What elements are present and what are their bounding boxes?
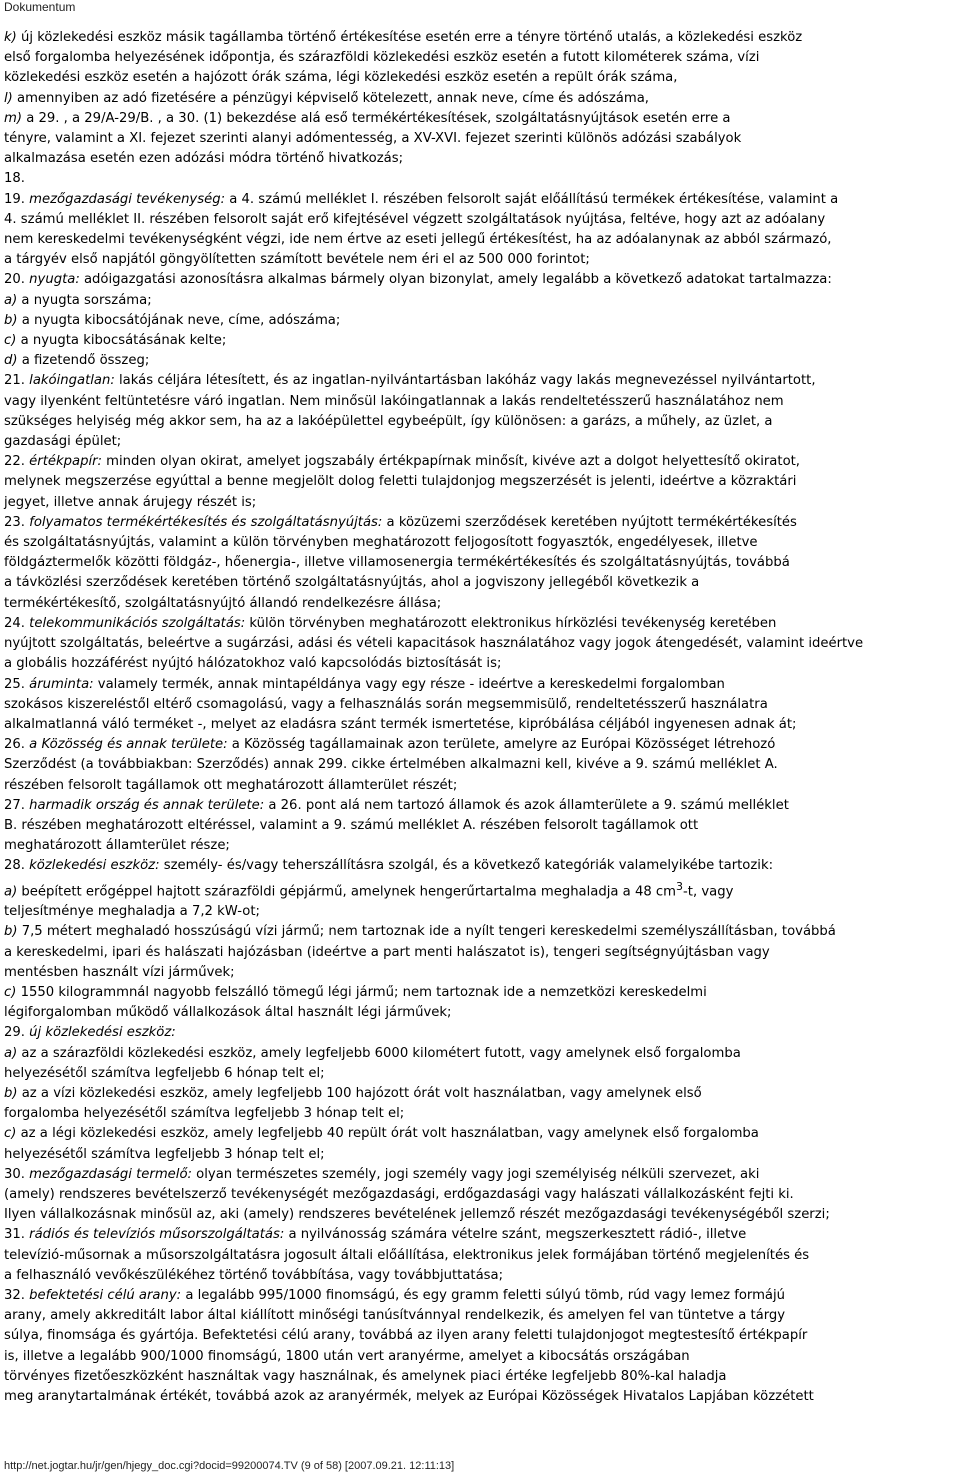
- text-line: [4, 331, 954, 351]
- text-run: a nyugta sorszáma;: [17, 292, 152, 308]
- text-line: [4, 1225, 954, 1245]
- text-run: a nyugta kibocsátásának kelte;: [16, 333, 227, 349]
- text-run: 21.: [4, 373, 30, 389]
- italic-term: új közlekedési eszköz:: [29, 1025, 176, 1041]
- text-run: beépített erőgéppel hajtott szárazföldi gépjármű, amelynek hengerűrtartalma meghaladja a 48 cm: [17, 883, 677, 899]
- text-line: [4, 149, 954, 169]
- text-run: 31.: [4, 1227, 30, 1243]
- text-run: helyezésétől számítva legfeljebb 6 hónap telt el;: [4, 1065, 325, 1081]
- text-run: a felhasználó vevőkészülékéhez történő továbbítása, vagy továbbjuttatása;: [4, 1267, 504, 1283]
- text-run: részében felsorolt tagállamok ott meghatározott államterület részét;: [4, 777, 458, 793]
- text-line: [4, 1367, 954, 1387]
- italic-term: harmadik ország és annak területe:: [29, 797, 265, 813]
- text-line: [4, 983, 954, 1003]
- italic-term: m): [4, 110, 22, 126]
- text-line: [4, 796, 954, 816]
- text-run: szokásos kiszereléstől eltérő csomagolású, vagy a felhasználás során megsemmisülő, rendeltetésszerű használatra: [4, 696, 768, 712]
- text-run: 7,5 métert meghaladó hosszúságú vízi jármű; nem tartoznak ide a nyílt tengeri kereskedelmi személyszállításban, továbbá: [17, 924, 836, 940]
- text-run: a legalább 995/1000 finomságú, és egy gramm feletti súlyú tömb, rúd vagy lemez formájú: [181, 1287, 786, 1303]
- italic-term: közlekedési eszköz:: [29, 858, 160, 874]
- text-line: [4, 392, 954, 412]
- document-title: Dokumentum: [4, 0, 76, 14]
- italic-term: l): [4, 90, 13, 106]
- text-run: gazdasági épület;: [4, 434, 122, 450]
- text-run: a tárgyév első napjától göngyölítetten számított bevétele nem éri el az 500 000 forintot;: [4, 252, 590, 268]
- text-run: forgalomba helyezésétől számítva legfeljebb 3 hónap telt el;: [4, 1106, 405, 1122]
- italic-term: folyamatos termékértékesítés és szolgáltatásnyújtás:: [29, 514, 383, 530]
- text-line: [4, 877, 954, 903]
- text-run: jegyet, illetve annak árujegy részét is;: [4, 494, 257, 510]
- text-run: 28.: [4, 858, 30, 874]
- italic-term: c): [4, 333, 17, 349]
- text-line: [4, 634, 954, 654]
- text-line: [4, 963, 954, 983]
- text-run: első forgalomba helyezésének időpontja, és szárazföldi közlekedési eszköz esetén a futott kilométerek száma, vízi: [4, 50, 760, 66]
- text-line: [4, 1124, 954, 1144]
- italic-term: b): [4, 312, 18, 328]
- text-line: [4, 553, 954, 573]
- text-run: (amely) rendszeres bevételszerző tevékenységét mezőgazdasági, erdőgazdasági vagy halászati vállalkozásként fejti ki.: [4, 1186, 794, 1202]
- text-line: [4, 654, 954, 674]
- text-line: [4, 109, 954, 129]
- italic-term: b): [4, 1085, 18, 1101]
- text-run: is, illetve a legalább 900/1000 finomságú, 1800 után vert aranyérme, amelyet a kibocsátás országában: [4, 1348, 690, 1364]
- text-run: törvényes fizetőeszközként használtak vagy használnak, és amelynek piaci értéke legfeljebb 80%-kal haladja: [4, 1368, 727, 1384]
- italic-term: rádiós és televíziós műsorszolgáltatás:: [29, 1227, 285, 1243]
- text-run: a 4. számú melléklet I. részében felsorolt saját előállítású termékek értékesítése, valamint a: [225, 191, 839, 207]
- italic-term: a Közösség és annak területe:: [29, 737, 228, 753]
- text-line: [4, 533, 954, 553]
- text-run: -t, vagy: [683, 883, 734, 899]
- text-line: [4, 371, 954, 391]
- text-run: légiforgalomban működő vállalkozások által használt légi járművek;: [4, 1005, 452, 1021]
- text-line: [4, 432, 954, 452]
- text-line: [4, 311, 954, 331]
- text-line: [4, 351, 954, 371]
- text-run: és szolgáltatásnyújtás, valamint a külön törvényben meghatározott feljogosított fogyasztók, engedélyesek, illetve: [4, 535, 758, 551]
- document-body: [4, 28, 954, 1407]
- text-run: teljesítménye meghaladja a 7,2 kW-ot;: [4, 904, 260, 920]
- text-run: B. részében meghatározott eltéréssel, valamint a 9. számú melléklet A. részében felsorolt tagállamok ott: [4, 817, 699, 833]
- text-run: 26.: [4, 737, 30, 753]
- text-run: 24.: [4, 615, 30, 631]
- text-run: 30.: [4, 1166, 30, 1182]
- italic-term: befektetési célú arany:: [29, 1287, 182, 1303]
- text-line: [4, 1387, 954, 1407]
- text-line: [4, 1347, 954, 1367]
- text-run: 29.: [4, 1025, 30, 1041]
- text-run: 4. számú melléklet II. részében felsorolt saját erő kifejtésével végzett szolgáltatások nyújtása, feltéve, hogy azt az adóalany: [4, 211, 826, 227]
- italic-term: a): [4, 883, 18, 899]
- text-line: [4, 1064, 954, 1084]
- text-line: [4, 816, 954, 836]
- text-run: a 29. , a 29/A-29/B. , a 30. (1) bekezdése alá eső termékértékesítések, szolgáltatásnyújtások esetén erre a: [22, 110, 731, 126]
- text-run: a globális hozzáférést nyújtó hálózatokhoz való kapcsolódás biztosítását is;: [4, 656, 502, 672]
- text-line: [4, 735, 954, 755]
- text-run: olyan természetes személy, jogi személy vagy jogi személyiség nélküli szervezet, aki: [191, 1166, 760, 1182]
- text-line: [4, 230, 954, 250]
- text-line: [4, 1044, 954, 1064]
- text-run: amennyiben az adó fizetésére a pénzügyi képviselő kötelezett, annak neve, címe és adószáma,: [12, 90, 649, 106]
- text-run: alkalmatlanná váló terméket -, melyet az eladásra szánt termék ismertetése, kipróbálása céljából ingyenesen adnak át;: [4, 716, 797, 732]
- text-line: [4, 493, 954, 513]
- text-run: arany, amely akkreditált labor által kiállított minőségi tanúsítvánnyal rendelkezik, és amelyen fel van tüntetve a tárgy: [4, 1308, 786, 1324]
- text-run: meg aranytartalmának értékét, továbbá azok az aranyérmék, melyek az Európai Közösségek Hivatalos Lapjában közzétett: [4, 1389, 814, 1404]
- text-line: [4, 1165, 954, 1185]
- text-run: 1550 kilogrammnál nagyobb felszálló tömegű légi jármű; nem tartoznak ide a nemzetközi kereskedelmi: [16, 984, 707, 1000]
- italic-term: a): [4, 292, 18, 308]
- text-run: 25.: [4, 676, 30, 692]
- text-line: [4, 856, 954, 876]
- text-run: a Közösség tagállamainak azon területe, amelyre az Európai Közösséget létrehozó: [227, 737, 776, 753]
- text-run: adóigazgatási azonosításra alkalmas bármely olyan bizonylat, amely legalább a következő adatokat tartalmazza:: [79, 272, 832, 288]
- text-run: súlya, finomsága és gyártója. Befektetési célú arany, továbbá az ilyen arany feletti tulajdonjogot megtestesítő értékpapír: [4, 1328, 808, 1344]
- text-run: valamely termék, annak mintapéldánya vagy egy része - ideértve a kereskedelmi forgalomban: [93, 676, 725, 692]
- text-line: [4, 1084, 954, 1104]
- text-line: [4, 573, 954, 593]
- italic-term: d): [4, 353, 18, 369]
- text-run: 20.: [4, 272, 30, 288]
- text-run: 22.: [4, 454, 30, 470]
- text-run: az a légi közlekedési eszköz, amely legfeljebb 40 repült órát volt használatban, vagy amelynek első forgalomba: [16, 1126, 759, 1142]
- text-run: a kereskedelmi, ipari és halászati hajózásban (ideértve a part menti halászatot is), tengeri segítségnyújtásban vagy: [4, 944, 770, 960]
- text-line: [4, 190, 954, 210]
- text-run: földgáztermelők közötti földgáz-, hőenergia-, illetve villamosenergia termékértékesítés és szolgáltatásnyújtás, továbbá: [4, 555, 790, 571]
- text-run: 27.: [4, 797, 30, 813]
- text-line: [4, 89, 954, 109]
- text-line: [4, 210, 954, 230]
- text-line: [4, 695, 954, 715]
- text-run: alkalmazása esetén ezen adózási módra történő hivatkozás;: [4, 151, 404, 167]
- italic-term: telekommunikációs szolgáltatás:: [29, 615, 246, 631]
- text-line: [4, 412, 954, 432]
- text-line: [4, 1266, 954, 1286]
- text-run: 23.: [4, 514, 30, 530]
- italic-term: k): [4, 30, 17, 45]
- text-run: személy- és/vagy teherszállításra szolgál, és a következő kategóriák valamelyikébe tartozik:: [159, 858, 774, 874]
- italic-term: értékpapír:: [29, 454, 102, 470]
- text-line: [4, 1185, 954, 1205]
- text-line: [4, 452, 954, 472]
- italic-term: lakóingatlan:: [29, 373, 115, 389]
- text-line: [4, 1306, 954, 1326]
- text-run: az a vízi közlekedési eszköz, amely legfeljebb 100 hajózott órát volt használatban, vagy amelynek első: [17, 1085, 702, 1101]
- text-line: [4, 755, 954, 775]
- text-run: mentésben használt vízi járművek;: [4, 964, 235, 980]
- text-run: lakás céljára létesített, és az ingatlan-nyilvántartásban lakóház vagy lakás megnevezéssel nyilvántartott,: [114, 373, 816, 389]
- text-line: [4, 250, 954, 270]
- text-line: [4, 776, 954, 796]
- text-line: [4, 1003, 954, 1023]
- text-run: a 26. pont alá nem tartozó államok és azok államterülete a 9. számú melléklet: [264, 797, 789, 813]
- text-run: közlekedési eszköz esetén a hajózott órák száma, légi közlekedési eszköz esetén a repült órák száma,: [4, 70, 678, 86]
- text-line: [4, 472, 954, 492]
- text-run: meghatározott államterület része;: [4, 838, 230, 854]
- italic-term: c): [4, 1126, 17, 1142]
- text-run: 19.: [4, 191, 30, 207]
- text-run: szükséges helyiség még akkor sem, ha az a lakóépülettel egybeépült, így különösen: a garázs, a műhely, az üzlet, a: [4, 413, 773, 429]
- italic-term: áruminta:: [29, 676, 94, 692]
- italic-term: mezőgazdasági termelő:: [29, 1166, 192, 1182]
- text-run: 32.: [4, 1287, 30, 1303]
- text-line: [4, 715, 954, 735]
- text-line: [4, 291, 954, 311]
- text-line: [4, 836, 954, 856]
- italic-term: mezőgazdasági tevékenység:: [29, 191, 226, 207]
- text-line: [4, 169, 954, 189]
- text-run: melynek megszerzése egyúttal a benne megjelölt dolog feletti tulajdonjog megszerzését is jelenti, ideértve a közraktári: [4, 474, 797, 490]
- text-run: 18.: [4, 171, 25, 187]
- text-line: [4, 614, 954, 634]
- superscript: 3: [676, 879, 684, 893]
- text-line: [4, 1205, 954, 1225]
- italic-term: a): [4, 1045, 18, 1061]
- text-line: [4, 28, 954, 48]
- text-line: [4, 943, 954, 963]
- text-line: [4, 513, 954, 533]
- text-run: a fizetendő összeg;: [17, 353, 150, 369]
- text-run: termékértékesítő, szolgáltatásnyújtó állandó rendelkezésre állása;: [4, 595, 442, 611]
- text-run: tényre, valamint a XI. fejezet szerinti alanyi adómentesség, a XV-XVI. fejezet szerinti különös adózási szabályok: [4, 131, 742, 147]
- italic-term: nyugta:: [29, 272, 80, 288]
- text-run: vagy ilyenként feltüntetésre váró ingatlan. Nem minősül lakóingatlannak a lakás rendeltetésszerű használatához nem: [4, 393, 784, 409]
- text-run: televízió-műsornak a műsorszolgáltatásra jogosult általi előállítása, elektronikus jelek formájában történő megjelenítés és: [4, 1247, 810, 1263]
- text-line: [4, 902, 954, 922]
- text-line: [4, 129, 954, 149]
- text-run: helyezésétől számítva legfeljebb 3 hónap telt el;: [4, 1146, 325, 1162]
- text-line: [4, 68, 954, 88]
- text-line: [4, 1246, 954, 1266]
- text-line: [4, 594, 954, 614]
- text-run: a nyugta kibocsátójának neve, címe, adószáma;: [17, 312, 341, 328]
- text-run: nem kereskedelmi tevékenységként végzi, ide nem értve az eseti jellegű értékesítést, ha az adóalanynak az abból származó,: [4, 232, 832, 248]
- text-run: a közüzemi szerződések keretében nyújtott termékértékesítés: [382, 514, 797, 530]
- page-footer-url: http://net.jogtar.hu/jr/gen/hjegy_doc.cgi?docid=99200074.TV (9 of 58) [2007.09.21. 12:11:13]: [4, 1460, 455, 1472]
- text-line: [4, 48, 954, 68]
- text-line: [4, 1145, 954, 1165]
- text-line: [4, 675, 954, 695]
- text-line: [4, 1023, 954, 1043]
- text-run: az a szárazföldi közlekedési eszköz, amely legfeljebb 6000 kilométert futott, vagy amelynek első forgalomba: [17, 1045, 741, 1061]
- text-line: [4, 1286, 954, 1306]
- text-line: [4, 1104, 954, 1124]
- italic-term: c): [4, 984, 17, 1000]
- text-run: a távközlési szerződések keretében történő szolgáltatásnyújtás, ahol a jogviszony jellegéből következik a: [4, 575, 700, 591]
- text-line: [4, 1326, 954, 1346]
- text-run: minden olyan okirat, amelyet jogszabály értékpapírnak minősít, kivéve azt a dolgot helyettesítő okiratot,: [101, 454, 800, 470]
- italic-term: b): [4, 924, 18, 940]
- text-line: [4, 922, 954, 942]
- text-run: nyújtott szolgáltatás, beleértve a sugárzási, adási és vételi kapacitások használatához vagy jogok átengedését, valamint ideértve: [4, 636, 864, 652]
- text-line: [4, 270, 954, 290]
- text-run: Ilyen vállalkozásnak minősül az, aki (amely) rendszeres bevételének jellemző részét mezőgazdasági tevékenységéből szerzi;: [4, 1207, 830, 1223]
- text-run: a nyilvánosság számára vételre szánt, megszerkesztett rádió-, illetve: [284, 1227, 747, 1243]
- text-run: Szerződést (a továbbiakban: Szerződés) annak 299. cikke értelmében alkalmazni kell, kivéve a 9. számú melléklet A.: [4, 757, 778, 773]
- text-run: külön törvényben meghatározott elektronikus hírközlési tevékenység keretében: [245, 615, 777, 631]
- text-run: új közlekedési eszköz másik tagállamba történő értékesítése esetén erre a tényre történő utalás, a közlekedési eszköz: [16, 30, 803, 45]
